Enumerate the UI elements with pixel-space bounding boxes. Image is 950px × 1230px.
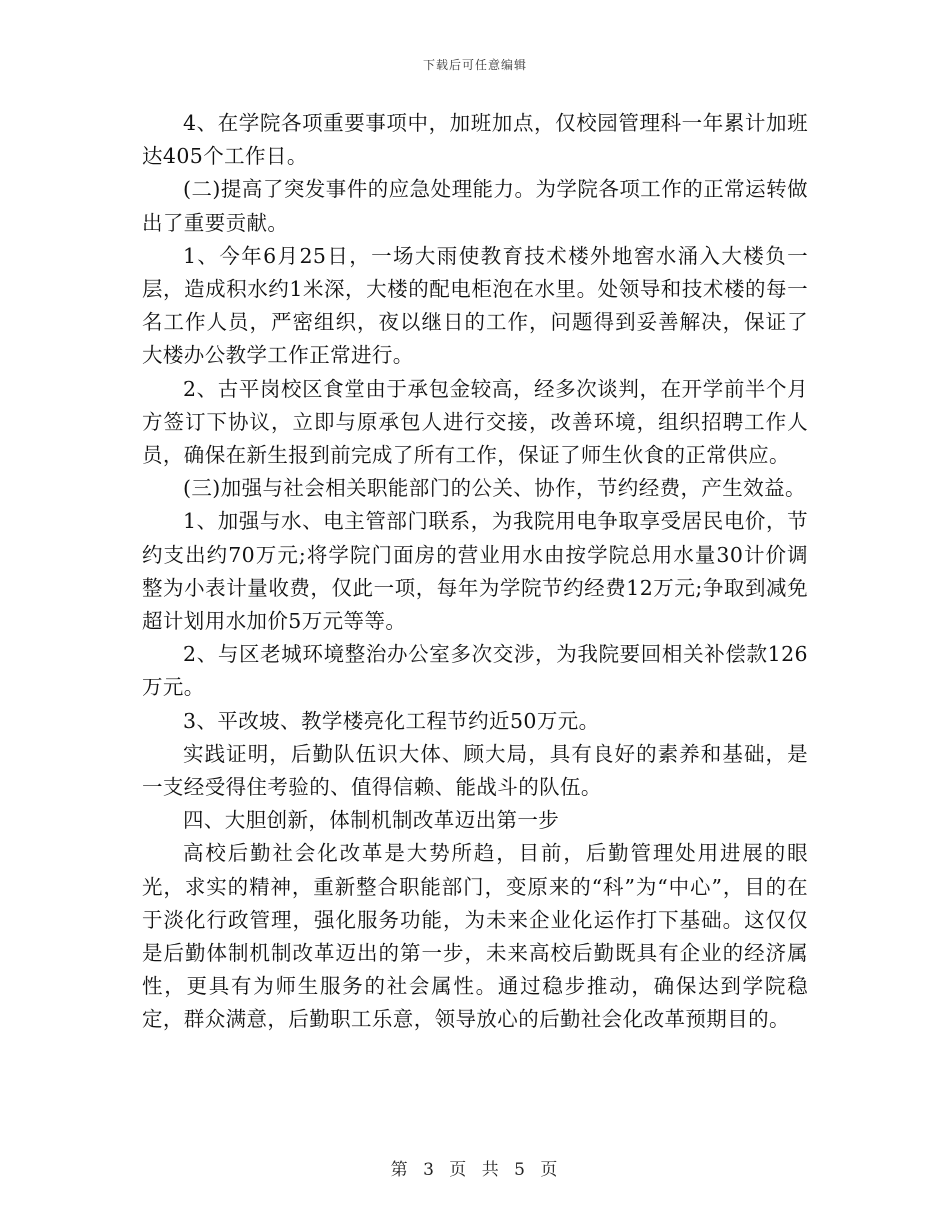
- section-heading: 四、大胆创新，体制机制改革迈出第一步: [183, 808, 560, 833]
- document-body: [142, 107, 808, 1037]
- paragraph: 实践证明，后勤队伍识大体、顾大局，具有良好的素养和基础，是一支经受得住考验的、值得信赖、能战斗的队伍。: [142, 741, 808, 800]
- paragraph: 2、古平岗校区食堂由于承包金较高，经多次谈判，在开学前半个月方签订下协议，立即与原承包人进行交接，改善环境，组织招聘工作人员，确保在新生报到前完成了所有工作，保证了师生伙食的正常供应。: [142, 376, 808, 468]
- section-heading: (二)提高了突发事件的应急处理能力。为学院各项工作的正常运转做出了重要贡献。: [142, 177, 808, 235]
- page-number: 第 3 页 共 5 页: [390, 1160, 560, 1180]
- header-note: 下载后可任意编辑: [422, 58, 527, 72]
- paragraph: 高校后勤社会化改革是大势所趋，目前，后勤管理处用进展的眼光，求实的精神，重新整合职能部门，变原来的“科”为“中心”，目的在于淡化行政管理，强化服务功能，为未来企业化运作打下基础。这仅仅是后勤体制机制改革迈出的第一步，未来高校后勤既具有企业的经济属性，更具有为师生服务的社会属性。通过稳步推动，确保达到学院稳定，群众满意，后勤职工乐意，领导放心的后勤社会化改革预期目的。: [142, 841, 808, 1032]
- section-heading: (三)加强与社会相关职能部门的公关、协作，节约经费，产生效益。: [183, 476, 806, 501]
- paragraph: 2、与区老城环境整治办公室多次交涉，为我院要回相关补偿款126万元。: [142, 642, 808, 700]
- paragraph: 1、今年6月25日，一场大雨使教育技术楼外地窖水涌入大楼负一层，造成积水约1米深，大楼的配电柜泡在水里。处领导和技术楼的每一名工作人员，严密组织，夜以继日的工作，问题得到妥善解决，保证了大楼办公教学工作正常进行。: [142, 243, 808, 368]
- paragraph: 1、加强与水、电主管部门联系，为我院用电争取享受居民电价，节约支出约70万元;将学院门面房的营业用水由按学院总用水量30计价调整为小表计量收费，仅此一项，每年为学院节约经费12万元;争取到减免超计划用水加价5万元等等。: [142, 509, 808, 634]
- paragraph: 4、在学院各项重要事项中，加班加点，仅校园管理科一年累计加班达405个工作日。: [142, 111, 808, 169]
- paragraph: 3、平改坡、教学楼亮化工程节约近50万元。: [183, 708, 600, 733]
